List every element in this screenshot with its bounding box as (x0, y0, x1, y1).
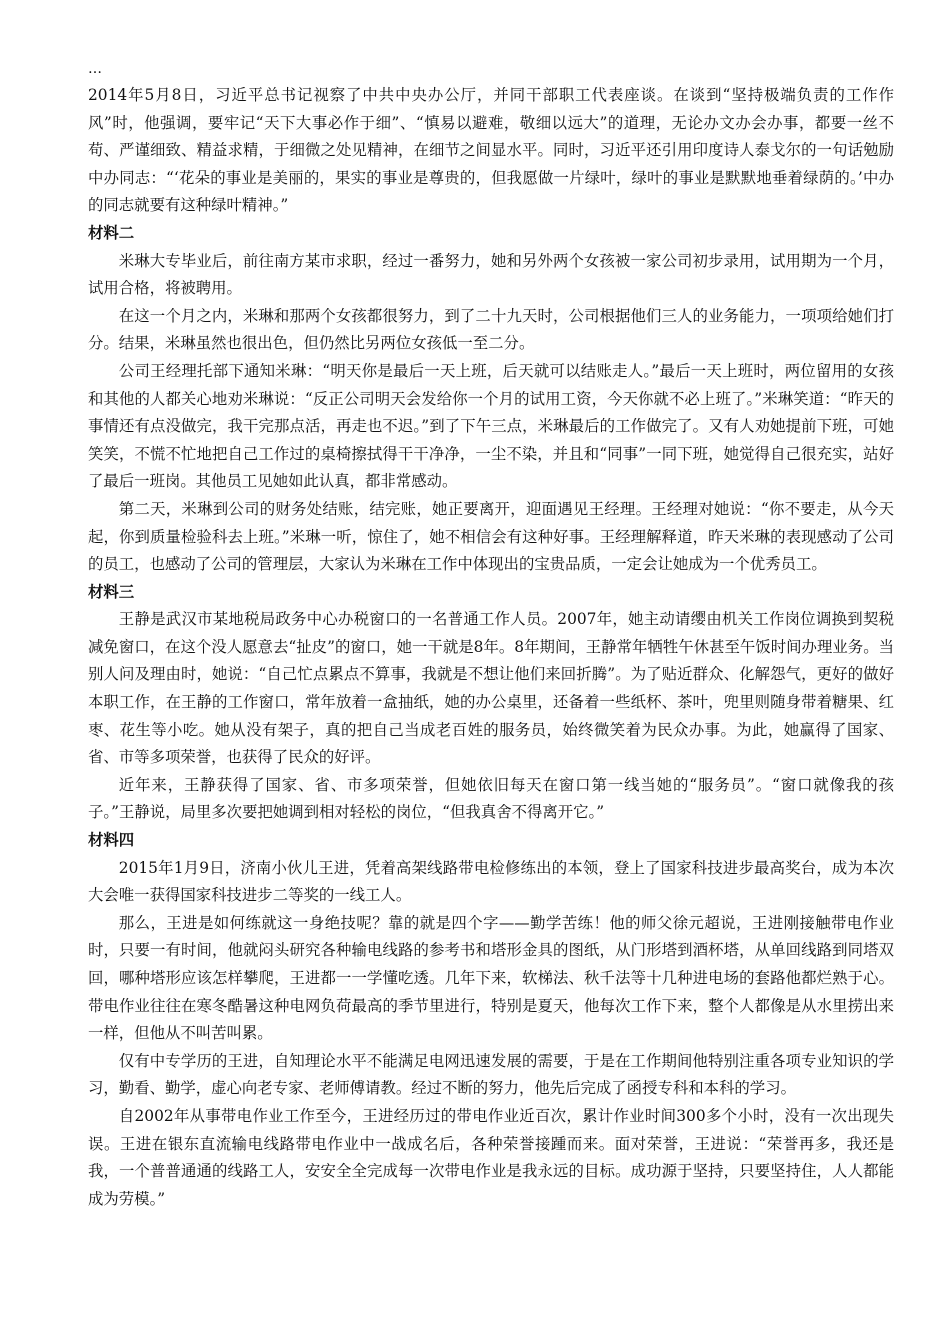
paragraph: 那么，王进是如何练就这一身绝技呢？靠的就是四个字——勤学苦练！他的师父徐元超说，王进刚接触带电作业时，只要一有时间，他就闷头研究各种输电线路的参考书和塔形金具的图纸，从门形塔到酒杯塔，从单回线路到同塔双回，哪种塔形应该怎样攀爬，王进都一一学懂吃透。几年下来，软梯法、秋千法等十几种进电场的套路他都烂熟于心。带电作业往往在寒冬酷暑这种电网负荷最高的季节里进行，特别是夏天，他每次工作下来，整个人都像是从水里捞出来一样，但他从不叫苦叫累。 (88, 913, 894, 1043)
section-heading: 材料二 (88, 223, 135, 242)
paragraph: 在这一个月之内，米琳和那两个女孩都很努力，到了二十九天时，公司根据他们三人的业务能力，一项项给她们打分。结果，米琳虽然也很出色，但仍然比另两位女孩低一至二分。 (88, 306, 894, 353)
material-1-continued (88, 82, 894, 220)
paragraph: 公司王经理托部下通知米琳：“明天你是最后一天上班，后天就可以结账走人。”最后一天上班时，两位留用的女孩和其他的人都关心地劝米琳说：“反正公司明天会发给你一个月的试用工资，今天你就不必上班了。”米琳笑道：“昨天的事情还有点没做完，我干完那点活，再走也不迟。”到了下午三点，米琳最后的工作做完了。又有人劝她提前下班，可她笑笑，不慌不忙地把自己工作过的桌椅擦拭得干干净净，一尘不染，并且和“同事”一同下班，她觉得自己很充实，站好了最后一班岗。其他员工见她如此认真，都非常感动。 (88, 361, 894, 491)
paragraph: 仅有中专学历的王进，自知理论水平不能满足电网迅速发展的需要，于是在工作期间他特别注重各项专业知识的学习，勤看、勤学，虚心向老专家、老师傅请教。经过不断的努力，他先后完成了函授专科和本科的学习。 (88, 1051, 894, 1098)
paragraph: 王静是武汉市某地税局政务中心办税窗口的一名普通工作人员。2007年，她主动请缨由机关工作岗位调换到契税减免窗口，在这个没人愿意去“扯皮”的窗口，她一干就是8年。8年期间，王静常年牺牲午休甚至午饭时间办理业务。当别人问及理由时，她说：“自己忙点累点不算事，我就是不想让他们来回折腾”。为了贴近群众、化解怨气，更好的做好本职工作，在王静的工作窗口，常年放着一盒抽纸，她的办公桌里，还备着一些纸杯、茶叶，兜里则随身带着糖果、红枣、花生等小吃。她从没有架子，真的把自己当成老百姓的服务员，始终微笑着为民众办事。为此，她赢得了国家、省、市等多项荣誉，也获得了民众的好评。 (88, 610, 894, 767)
paragraph: 自2002年从事带电作业工作至今，王进经历过的带电作业近百次，累计作业时间300多个小时，没有一次出现失误。王进在银东直流输电线路带电作业中一战成名后，各种荣誉接踵而来。面对荣誉，王进说：“荣誉再多，我还是我，一个普普通通的线路工人，安安全全完成每一次带电作业是我永远的目标。成功源于坚持，只要坚持住，人人都能成为劳模。” (88, 1106, 894, 1208)
document-page (88, 60, 894, 1213)
paragraph: 第二天，米琳到公司的财务处结账，结完账，她正要离开，迎面遇见王经理。王经理对她说：“你不要走，从今天起，你到质量检验科去上班。”米琳一听，惊住了，她不相信会有这种好事。王经理解释道，昨天米琳的表现感动了公司的员工，也感动了公司的管理层，大家认为米琳在工作中体现出的宝贵品质，一定会让她成为一个优秀员工。 (88, 499, 894, 574)
section-heading: 材料四 (88, 831, 135, 850)
top-ellipsis: … (88, 61, 104, 77)
material-4 (88, 827, 894, 1213)
paragraph: 近年来，王静获得了国家、省、市多项荣誉，但她依旧每天在窗口第一线当她的“服务员”。“窗口就像我的孩子。”王静说，局里多次要把她调到相对轻松的岗位，“但我真舍不得离开它。” (88, 775, 894, 822)
paragraph: 2015年1月9日，济南小伙儿王进，凭着高架线路带电检修练出的本领，登上了国家科技进步最高奖台，成为本次大会唯一获得国家科技进步二等奖的一线工人。 (88, 858, 894, 905)
paragraph: 米琳大专毕业后，前往南方某市求职，经过一番努力，她和另外两个女孩被一家公司初步录用，试用期为一个月，试用合格，将被聘用。 (88, 251, 894, 298)
paragraph: 2014年5月8日，习近平总书记视察了中共中央办公厅，并同干部职工代表座谈。在谈到“坚持极端负责的工作作风”时，他强调，要牢记“天下大事必作于细”、“慎易以避难，敬细以远大”的道理，无论办文办会办事，都要一丝不苟、严谨细致、精益求精，于细微之处见精神，在细节之间显水平。同时，习近平还引用印度诗人泰戈尔的一句话勉励中办同志：“‘花朵的事业是美丽的，果实的事业是尊贵的，但我愿做一片绿叶，绿叶的事业是默默地垂着绿荫的。’中办的同志就要有这种绿叶精神。” (88, 86, 894, 215)
material-2 (88, 220, 894, 579)
section-heading: 材料三 (88, 582, 135, 601)
material-3 (88, 579, 894, 827)
